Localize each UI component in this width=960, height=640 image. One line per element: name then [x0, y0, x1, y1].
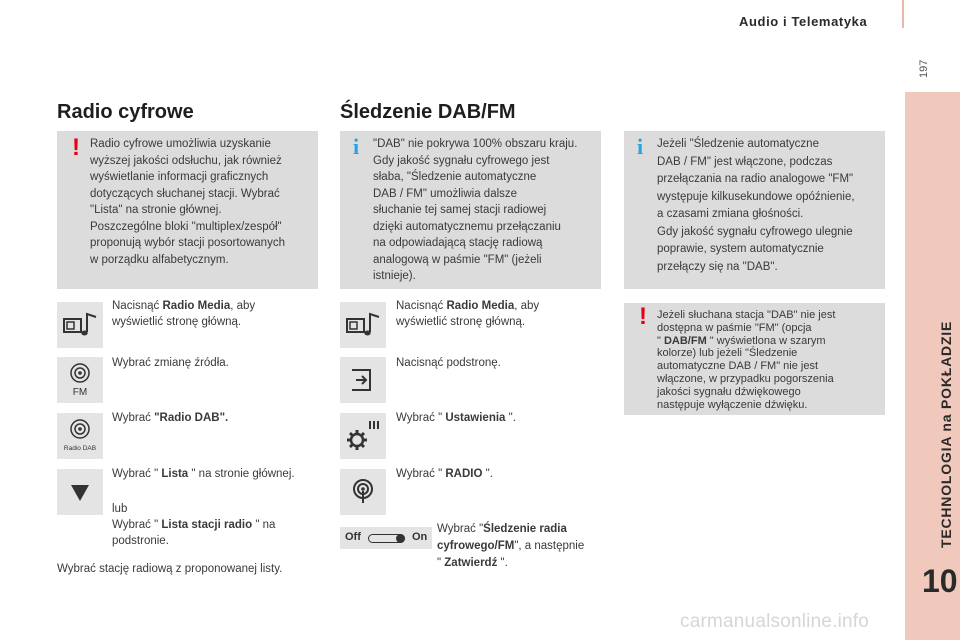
watermark: carmanualsonline.info [680, 611, 870, 632]
radio-antenna-icon [340, 469, 386, 515]
info-text: Jeżeli "Śledzenie automatyczne DAB / FM" jest włączone, podczas przełączania na radio analogowe "FM" występuje kilkusekundowe opóźnienie, a czasami zmiana głośności. Gdy jakość sygnału cyfrowego ulegnie poprawie, system automatycznie przełączy się na "DAB". [657, 138, 855, 273]
info-box-dab-coverage [340, 131, 601, 289]
left-final-step: Wybrać stację radiową z proponowanej listy. [57, 563, 283, 575]
middle-step-radio-media: Nacisnąć Radio Media, aby wyświetlić stronę główną. [396, 300, 540, 328]
header-title: Audio i Telematyka [739, 14, 868, 29]
chapter-number: 10 [922, 563, 958, 599]
subpage-icon [340, 357, 386, 403]
left-step-change-source: Wybrać zmianę źródła. [112, 357, 229, 369]
settings-gear-icon [340, 413, 386, 459]
info-icon: i [637, 134, 644, 159]
middle-step-settings: Wybrać " Ustawienia ". [396, 412, 516, 424]
page-number: 197 [918, 59, 930, 78]
heading-radio-cyfrowe: Radio cyfrowe [57, 101, 194, 123]
toggle-off-label: Off [345, 531, 361, 543]
radio-media-icon [340, 302, 386, 348]
radio-dab-icon [57, 413, 103, 459]
warning-box-digital-radio [57, 131, 318, 289]
section-label: TECHNOLOGIA na POKŁADZIE [938, 320, 954, 548]
warning-box-dab-fm [624, 303, 885, 415]
left-step-or: lub [112, 503, 128, 515]
middle-step-radio: Wybrać " RADIO ". [396, 468, 493, 480]
warning-text: Jeżeli słuchana stacja "DAB" nie jest dostępna w paśmie "FM" (opcja " DAB/FM " wyświetlona w szarym kolorze) lub jeżeli "Śledzenie automatyczne DAB / FM" nie jest włączone, w przypadku pogorszenia jakości sygnału dźwiękowego następuje wyłączenie dźwięku. [657, 309, 836, 411]
info-box-auto-switch [624, 131, 885, 289]
left-step-station-list: Wybrać " Lista stacji radio " na podstronie. [112, 519, 276, 547]
radio-dab-label: Radio DAB [63, 445, 97, 452]
heading-sledzenie: Śledzenie DAB/FM [340, 101, 516, 123]
middle-step-tracking: Wybrać "Śledzenie radia cyfrowego/FM", a następnie " Zatwierdź ". [437, 523, 585, 569]
fm-label: FM [72, 387, 88, 398]
warning-icon: ! [639, 303, 647, 330]
toggle-on-label: On [412, 531, 428, 543]
warning-text: Radio cyfrowe umożliwia uzyskanie wyższej jakości odsłuchu, jak również wyświetlanie informacji graficznych dotyczących słuchanej stacji. Wybrać "Lista" na stronie głównej. Poszczególne bloki "multiplex/zespół" proponują wybór stacji posortowanych w porządku alfabetycznym. [90, 138, 285, 266]
left-step-radio-media: Nacisnąć Radio Media, aby wyświetlić stronę główną. [112, 300, 256, 328]
list-down-arrow-icon [57, 469, 103, 515]
off-on-toggle [340, 527, 432, 549]
header-divider [902, 0, 904, 28]
left-step-list: Wybrać " Lista " na stronie głównej. [112, 468, 295, 480]
warning-icon: ! [72, 134, 80, 161]
fm-source-icon [57, 357, 103, 403]
toggle-knob [396, 534, 405, 543]
middle-step-subpage: Nacisnąć podstronę. [396, 357, 501, 369]
radio-media-icon [57, 302, 103, 348]
info-icon: i [353, 134, 360, 159]
info-text: "DAB" nie pokrywa 100% obszaru kraju. Gdy jakość sygnału cyfrowego jest słaba, "Śledzenie automatyczne DAB / FM" umożliwia dalsze słuchanie tej samej stacji radiowej dzięki automatycznemu przełączaniu na odpowiadającą stację radiową analogową w paśmie "FM" (jeżeli istnieje). [373, 138, 578, 282]
left-step-radio-dab: Wybrać "Radio DAB". [112, 412, 229, 424]
